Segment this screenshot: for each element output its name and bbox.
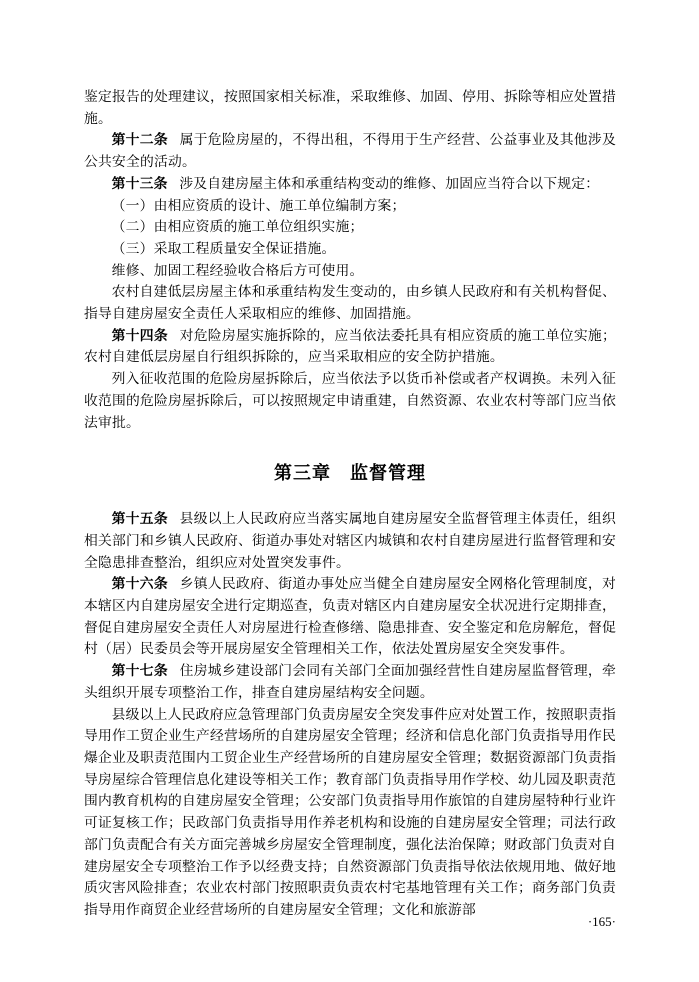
- paragraph: 列入征收范围的危险房屋拆除后，应当依法予以货币补偿或者产权调换。未列入征收范围的危险房屋拆除后，可以按照规定申请重建，自然资源、农业农村等部门应当依法审批。: [84, 371, 616, 430]
- list-item: （二）由相应资质的施工单位组织实施；: [111, 219, 364, 235]
- list-item: （三）采取工程质量安全保证措施。: [111, 240, 336, 256]
- article-paragraph: [84, 173, 616, 195]
- chapter-heading: 第三章 监督管理: [274, 463, 426, 484]
- text-block: [84, 86, 616, 921]
- paragraph: 维修、加固工程经验收合格后方可使用。: [111, 262, 364, 278]
- article-number: 第十五条: [111, 511, 168, 527]
- article-text: 属于危险房屋的，不得出租，不得用于生产经营、公益事业及其他涉及公共安全的活动。: [84, 132, 616, 170]
- article-number: 第十三条: [111, 175, 168, 191]
- paragraph: 农村自建低层房屋主体和承重结构发生变动的，由乡镇人民政府和有关机构督促、指导自建房屋安全责任人采取相应的维修、加固措施。: [84, 284, 616, 322]
- article-number: 第十二条: [111, 132, 168, 148]
- article-paragraph: [84, 573, 616, 660]
- page-number: ·165·: [587, 914, 616, 929]
- article-paragraph: [84, 508, 616, 573]
- article-text: 县级以上人民政府应当落实属地自建房屋安全监督管理主体责任，组织相关部门和乡镇人民政府、街道办事处对辖区内城镇和农村自建房屋进行监督管理和安全隐患排查整治，组织应对处置突发事件。: [84, 511, 616, 570]
- article-number: 第十七条: [111, 663, 168, 679]
- article-paragraph: [84, 325, 616, 368]
- article-text: 对危险房屋实施拆除的，应当依法委托具有相应资质的施工单位实施；农村自建低层房屋自行组织拆除的，应当采取相应的安全防护措施。: [84, 327, 616, 365]
- article-text: 住房城乡建设部门会同有关部门全面加强经营性自建房屋监督管理，牵头组织开展专项整治工作，排查自建房屋结构安全问题。: [84, 663, 616, 700]
- paragraph: 县级以上人民政府应急管理部门负责房屋安全突发事件应对处置工作，按照职责指导用作工贸企业生产经营场所的自建房屋安全管理；经济和信息化部门负责指导用作民爆企业及职责范围内工贸企业生产经营场所的自建房屋安全管理；数据资源部门负责指导房屋综合管理信息化建设等相关工作；教育部门负责指导用作学校、幼儿园及职责范围内教育机构的自建房屋安全管理；公安部门负责指导用作旅馆的自建房屋特种行业许可证复核工作；民政部门负责指导用作养老机构和设施的自建房屋安全管理；司法行政部门负责配合有关方面完善城乡房屋安全管理制度，强化法治保障；财政部门负责对自建房屋安全专项整治工作予以经费支持；自然资源部门负责指导依法依规用地、做好地质灾害风险排查；农业农村部门按照职责负责农村宅基地管理有关工作；商务部门负责指导用作商贸企业经营场所的自建房屋安全管理；文化和旅游部: [84, 706, 616, 917]
- article-text: 涉及自建房屋主体和承重结构变动的维修、加固应当符合以下规定：: [179, 175, 600, 191]
- article-text: 乡镇人民政府、街道办事处应当健全自建房屋安全网格化管理制度，对本辖区内自建房屋安全进行定期巡查，负责对辖区内自建房屋安全状况进行定期排查，督促自建房屋安全责任人对房屋进行检查修缮、隐患排查、安全鉴定和危房解危，督促村（居）民委员会等开展房屋安全管理相关工作，依法处置房屋安全突发事件。: [84, 576, 616, 657]
- paragraph-continuation: 鉴定报告的处理建议，按照国家相关标准，采取维修、加固、停用、拆除等相应处置措施。: [84, 89, 616, 126]
- article-number: 第十四条: [111, 327, 168, 343]
- list-item: （一）由相应资质的设计、施工单位编制方案；: [111, 197, 406, 213]
- article-paragraph: [84, 129, 616, 172]
- article-paragraph: [84, 660, 616, 703]
- article-number: 第十六条: [111, 576, 168, 592]
